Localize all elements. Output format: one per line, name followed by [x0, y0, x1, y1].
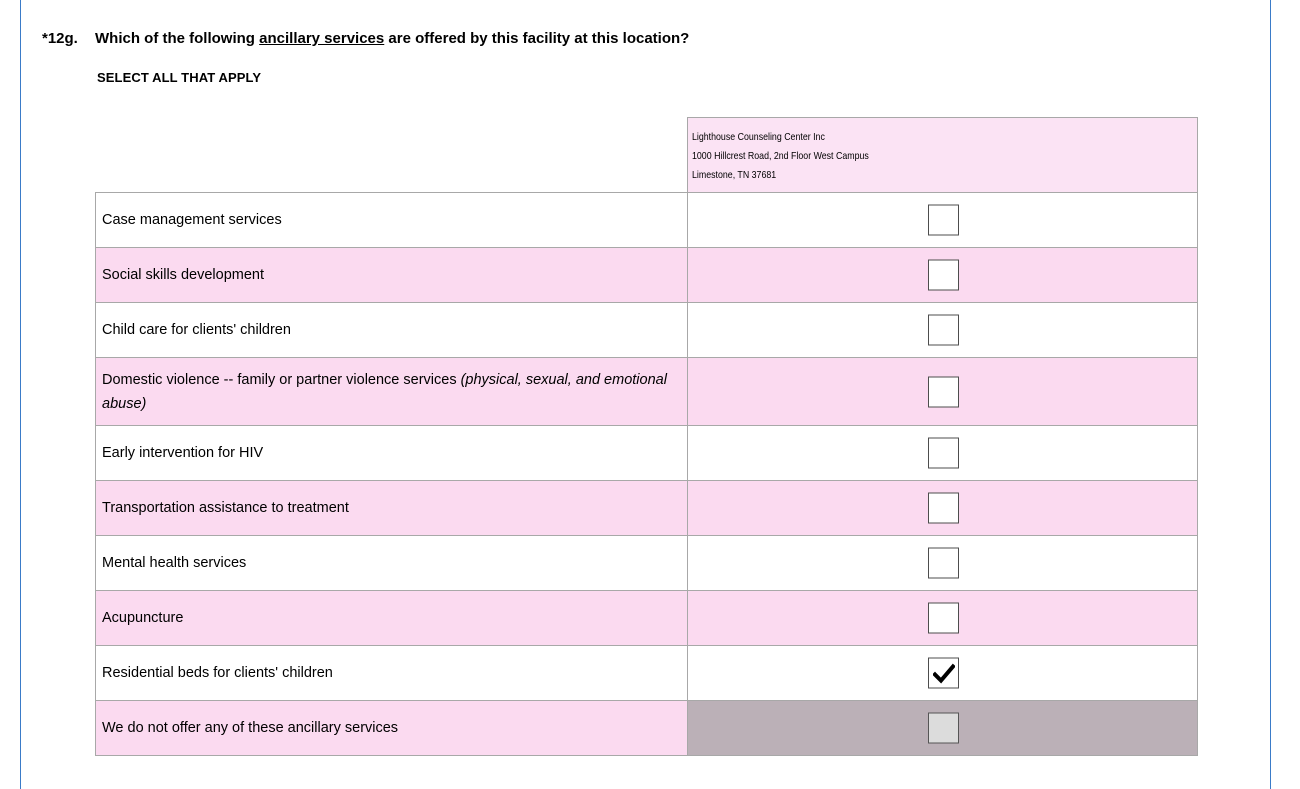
domestic-violence-checkbox[interactable] — [928, 376, 959, 407]
case-management-checkbox[interactable] — [928, 205, 959, 236]
table-row — [96, 303, 1198, 358]
question-heading — [42, 30, 689, 47]
table-row — [96, 481, 1198, 536]
checkbox-cell — [688, 303, 1198, 358]
social-skills-checkbox[interactable] — [928, 260, 959, 291]
frame-left-border — [20, 0, 21, 789]
row-label: Mental health services — [96, 536, 688, 591]
checkbox-cell — [688, 248, 1198, 303]
checkbox-cell — [688, 193, 1198, 248]
facility-city-state-zip: Limestone, TN 37681 — [692, 169, 777, 181]
check-mark-icon — [933, 664, 955, 684]
table-row — [96, 591, 1198, 646]
mental-health-checkbox[interactable] — [928, 548, 959, 579]
row-label: We do not offer any of these ancillary services — [96, 701, 688, 756]
checkbox-cell — [688, 591, 1198, 646]
checkbox-cell — [688, 481, 1198, 536]
residential-beds-checkbox[interactable] — [928, 658, 959, 689]
question-text-underlined: ancillary services — [259, 30, 385, 47]
row-label: Early intervention for HIV — [96, 426, 688, 481]
row-label: Domestic violence -- family or partner violence services (physical, sexual, and emotional abuse) — [96, 358, 688, 426]
transportation-checkbox[interactable] — [928, 493, 959, 524]
none-of-these-checkbox — [928, 713, 959, 744]
header-empty-cell — [96, 118, 688, 193]
question-text-before: Which of the following — [95, 30, 260, 47]
checkbox-cell — [688, 358, 1198, 426]
checkbox-cell — [688, 426, 1198, 481]
child-care-checkbox[interactable] — [928, 315, 959, 346]
frame-right-border — [1270, 0, 1271, 789]
row-label: Residential beds for clients' children — [96, 646, 688, 701]
facility-header — [688, 118, 1198, 193]
services-table — [95, 117, 1198, 756]
row-label: Acupuncture — [96, 591, 688, 646]
checkbox-cell — [688, 536, 1198, 591]
table-row — [96, 193, 1198, 248]
facility-address: 1000 Hillcrest Road, 2nd Floor West Campus — [692, 150, 869, 162]
hiv-intervention-checkbox[interactable] — [928, 438, 959, 469]
table-row — [96, 426, 1198, 481]
question-text-after: are offered by this facility at this location? — [384, 30, 690, 47]
row-label: Transportation assistance to treatment — [96, 481, 688, 536]
facility-name: Lighthouse Counseling Center Inc — [692, 131, 825, 143]
instruction-text: SELECT ALL THAT APPLY — [97, 70, 262, 85]
table-row — [96, 701, 1198, 756]
table-row — [96, 358, 1198, 426]
acupuncture-checkbox[interactable] — [928, 603, 959, 634]
table-row — [96, 646, 1198, 701]
row-label-italic: (physical, sexual, and emotional abuse) — [102, 371, 667, 412]
row-label: Child care for clients' children — [96, 303, 688, 358]
table-row — [96, 536, 1198, 591]
checkbox-cell — [688, 701, 1198, 756]
row-label: Case management services — [96, 193, 688, 248]
table-row — [96, 248, 1198, 303]
table-header-row — [96, 118, 1198, 193]
checkbox-cell — [688, 646, 1198, 701]
row-label: Social skills development — [96, 248, 688, 303]
question-number: *12g. — [42, 30, 78, 47]
